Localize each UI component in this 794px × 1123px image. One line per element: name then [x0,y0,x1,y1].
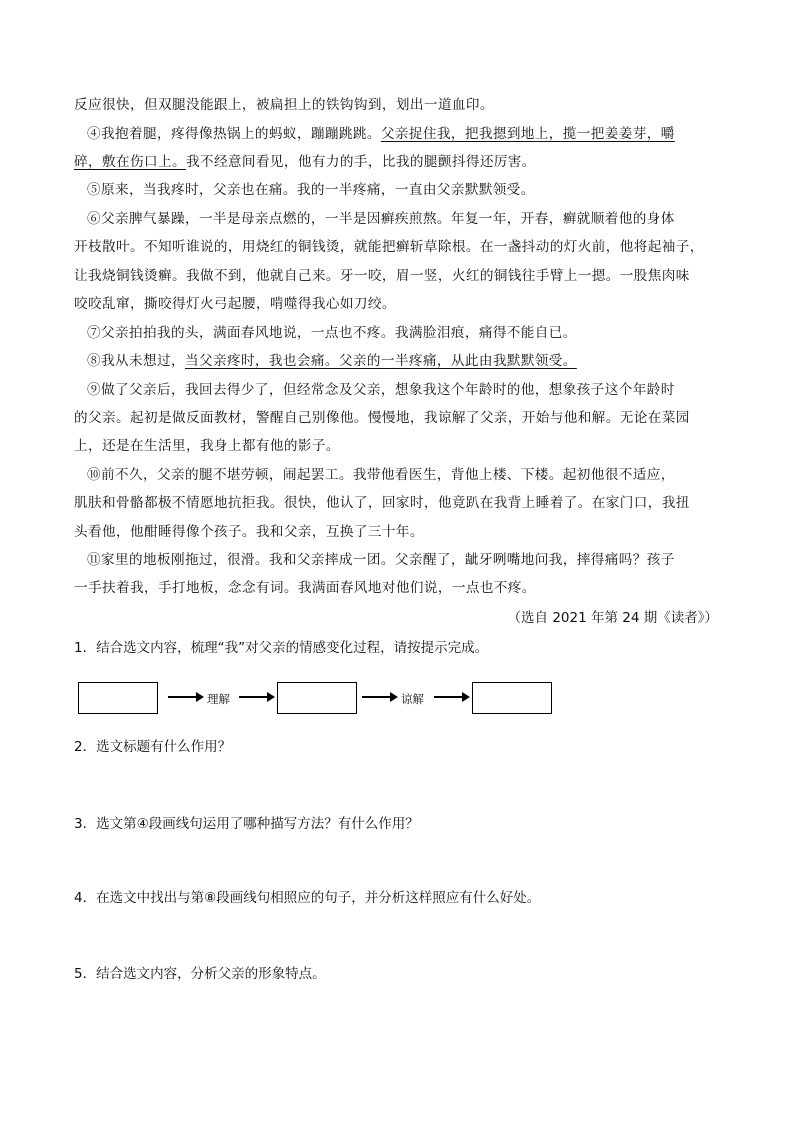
arrow-4 [434,696,468,698]
question-4: 4．在选文中找出与第⑧段画线句相照应的句子，并分析这样照应有什么好处。 [74,890,541,906]
passage-line-continued: 反应很快，但双腿没能跟上，被扁担上的铁钩钩到，划出一道血印。 [74,97,494,113]
paragraph-9-line-2: 的父亲。起初是做反面教材，警醒自己别像他。慢慢地，我谅解了父亲，开始与他和解。无论在菜园 [74,410,690,426]
question-5: 5．结合选文内容，分析父亲的形象特点。 [74,966,326,982]
paragraph-9-line-1: ⑨做了父亲后，我回去得少了，但经常念及父亲，想象我这个年龄时的他，想象孩子这个年龄时 [87,382,675,398]
arrow-3 [362,696,396,698]
paragraph-8 [74,347,720,376]
paragraph-6-line-4: 咬咬乱窜，撕咬得灯火弓起腰，啃噬得我心如刀绞。 [74,296,396,312]
paragraph-6-line-2: 开枝散叶。不知听谁说的，用烧红的铜钱烫，就能把癣斩草除根。在一盏抖动的灯火前，他将起袖子， [74,239,704,255]
paragraph-10-line-1: ⑩前不久，父亲的腿不堪劳顿，闹起罢工。我带他看医生，背他上楼、下楼。起初他很不适应， [87,467,675,483]
paragraph-10-line-3: 头看他，他酣睡得像个孩子。我和父亲，互换了三十年。 [74,524,424,540]
answer-box-3[interactable] [472,682,552,714]
p8-underlined-sentence: 当父亲疼时，我也会痛。父亲的一半疼痛，从此由我默默领受。 [184,353,577,369]
question-1: 1．结合选文内容，梳理“我”对父亲的情感变化过程，请按提示完成。 [74,640,489,656]
answer-box-1[interactable] [78,682,158,714]
paragraph-6-line-1: ⑥父亲脾气暴躁，一半是母亲点燃的，一半是因癣疾煎熬。年复一年，开春，癣就顺着他的身体 [87,211,675,227]
p4-text: ④我抱着腿，疼得像热锅上的蚂蚁，蹦蹦跳跳。 [87,126,381,142]
arrow-1 [168,696,202,698]
paragraph-10-line-2: 肌肤和骨骼都极不情愿地抗拒我。很快，他认了，回家时，他竟趴在我背上睡着了。在家门口，我扭 [74,495,690,511]
p4-text-end: 我不经意间看见，他有力的手，比我的腿颤抖得还厉害。 [185,154,536,170]
p8-text: ⑧我从未想过， [87,353,185,369]
arrow-2 [239,696,273,698]
paragraph-9-line-3: 上，还是在生活里，我身上都有他的影子。 [74,438,340,454]
paragraph-11-line-1: ⑪家里的地板刚拖过，很滑。我和父亲摔成一团。父亲醒了，龇牙咧嘴地问我，摔得痛吗？孩子 [87,552,675,568]
paragraph-6-line-3: 让我烧铜钱烫癣。我做不到，他就自己来。牙一咬，眉一竖，火红的铜钱往手臂上一摁。一股焦肉味 [74,268,690,284]
p4-underlined-sentence-end: 碎，敷在伤口上。 [74,154,186,170]
paragraph-4-cont [74,148,720,177]
answer-box-2[interactable] [277,682,357,714]
flow-label-forgive: 谅解 [401,692,424,706]
flow-label-understand: 理解 [207,692,230,706]
p4-underlined-sentence: 父亲捉住我，把我摁到地上，揽一把姜姜芽，嚼 [380,126,675,142]
emotion-flow-diagram [76,682,556,716]
question-3: 3．选文第④段画线句运用了哪种描写方法？有什么作用？ [74,816,419,832]
paragraph-4 [74,120,720,149]
paragraph-5: ⑤原来，当我疼时，父亲也在痛。我的一半疼痛，一直由父亲默默领受。 [87,182,535,198]
source-citation: （选自 2021 年第 24 期《读者》） [507,610,718,626]
paragraph-11-line-2: 一手扶着我，手打地板，念念有词。我满面春风地对他们说，一点也不疼。 [74,580,536,596]
paragraph-7: ⑦父亲拍拍我的头，满面春风地说，一点也不疼。我满脸泪痕，痛得不能自已。 [87,325,577,341]
question-2: 2．选文标题有什么作用？ [74,739,232,755]
